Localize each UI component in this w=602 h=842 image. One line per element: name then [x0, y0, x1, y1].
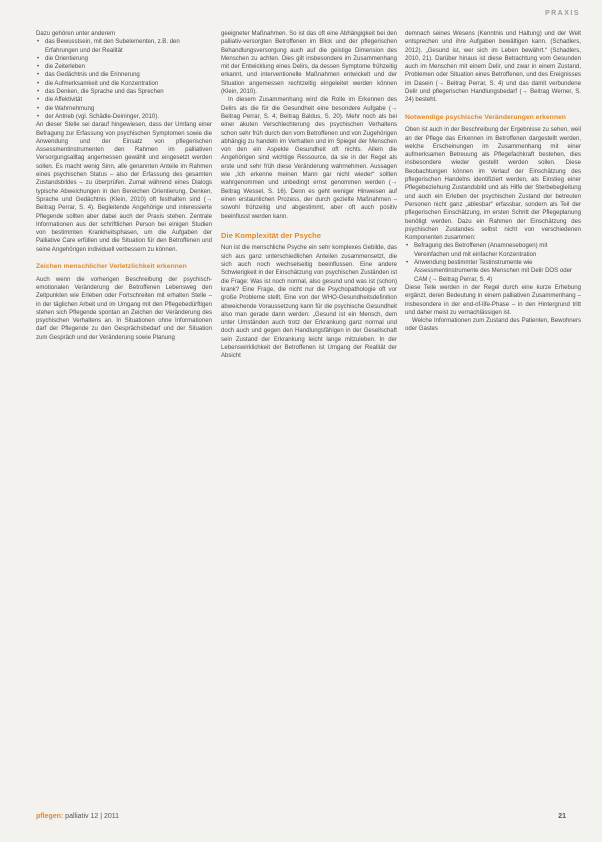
- issue-info: palliativ 12 | 2011: [63, 812, 120, 820]
- magazine-brand: [36, 813, 119, 820]
- section-heading: Notwendige psychische Veränderungen erkennen: [405, 113, 566, 121]
- list-item: • Anwendung bestimmter Testinstrumente wie Assessmentinstrumente des Menschen mit Delir DOS oder CAM (→ Beitrag Perrar, S. 4): [405, 259, 581, 284]
- list-item: • das Bewusstsein, mit den Subelementen, z.B. den Erfahrungen und der Realität: [36, 38, 212, 55]
- paragraph: Diese Teile werden in der Regel durch eine kurze Erhebung ergänzt, deren Bedeutung in einem palliativen Zusammenhang – insbesondere in der end-of-life-Phase – in den Hintergrund tritt und daher meist zu vernachlässigen ist.: [405, 284, 581, 316]
- paragraph: demnach seines Wesens (Kenntnis und Haltung) und der Welt entsprechen und ihre Aufgaben bewältigen kann. (Schadlers, 2012). „Gesund ist, wer sich im Leben bewährt.“ (Schadlers, 2010, 21). Darüber hinaus ist diese Betrachtung vom Gesunden auch im Menschen mit einem Delir, und zwar in einem Zustand, Problemen oder Situation eines Betroffenen, und des Ereignisses im Dasein (→ Beitrag Perrar, S. 4) und das damit verbundene Delir und pflegerischen Handlungsbedarf (→ Beitrag Werner, S. 24) besteht.: [405, 31, 581, 104]
- text-column-2: [221, 30, 397, 792]
- assessment-list: [405, 242, 581, 283]
- paragraph: An dieser Stelle sei darauf hingewiesen, dass der Umfang einer Befragung zur Erfassung von psychischen Symptomen sowie die Anwendung und der Einsatz von pflegerischen Assessmentinstrumenten den Rahmen im palliativen Versorgungsalltag angemessen gewählt und eingesetzt werden sollen. Es macht wenig Sinn, alle genannten Anteile im Rahmen eines psychischen Status – also der Erfassung des gesamten Zustandsbildes – zu überprüfen. Zumal während eines Dialogs typische Abweichungen in den Bereichen Orientierung, Denken, Sprache und Gedächtnis (Klein, 2010) oft festhalten sind (→ Beitrag Perrar, S. 4). Begleitende Angehörige und interessierte Pflegende sollten aber dabei auch der Praxis stehen. Zentrale Informationen aus der schriftlichen Person bei einigen Studien von bestimmten Krankheitsphasen, um die Aufgaben der Palliative Care erfüllen und die Situation für den Betroffenen und seine Angehörigen individuell verbessern zu können.: [36, 122, 212, 253]
- list-item: • das Denken, die Sprache und das Sprechen: [36, 88, 212, 96]
- page-number: 21: [558, 812, 566, 820]
- brand-name: pflegen:: [36, 812, 64, 820]
- list-item: • das Gedächtnis und die Erinnerung: [36, 71, 212, 79]
- text-column-3: [405, 30, 581, 792]
- list-item: • die Orientierung: [36, 55, 212, 63]
- section-tag: PRAXIS: [544, 9, 580, 17]
- paragraph: Nun ist die menschliche Psyche ein sehr komplexes Gebilde, das sich aus ganz unterschiedlichen Anteilen zusammensetzt, die sich auch noch wechselseitig beeinflussen. Eine andere Schwierigkeit in der Einschätzung von psychischen Zuständen ist die Frage: Was ist noch normal, also gesund und was ist (schon) krank? Eine Frage, die nicht nur die Psychopathologie oft vor große Probleme stellt. Eine von der WHO-Gesundheitsdefinition abweichende Voraussetzung kann für die psychische Gesundheit also man gerade dann werden: „Gesund ist ein Mensch, dem unter Umständen auch trotz der Erkrankung ganz normal und doch auch und gegen den Handlungsfähigen in der Gesellschaft sein Zustand der Erkrankung leicht lange mitzuleben. In der Lebenswirklichkeit der Betroffenen ist Umgang der Realität der Absicht: [221, 245, 397, 360]
- list-item: • die Aufmerksamkeit und die Konzentration: [36, 80, 212, 88]
- paragraph: Welche Informationen zum Zustand des Patienten, Bewohners oder Gastes: [405, 318, 581, 333]
- paragraph: Oben ist auch in der Beschreibung der Ergebnisse zu sehen, weil an der Pflege das Erkennen im Betroffenen dargestellt werden, welche Erscheinungen im Zusammenhang mit einer aufmerksamen Betreuung als Pflegefachkraft bestehen, dies insbesondere wieder gestellt werden sollen. Diese Beobachtungen können im Verlauf der Einschätzung des pflegerischen Handelns identifiziert werden, als Einstieg einer Pflegebeziehung Zustandsbild und als Hilfe der Sterbebegleitung und auch ein Erleben der psychischen Zustand der betreuten Personen nicht ganz „ablesbar“ erfassbar, sondern als Teil der pflegerischen Einschätzung, im ersten Schritt der Pflegeplanung benötigt werden. Dazu ein Rahmen der Einschätzung des psychischen Zustandes selbst nicht von verschiedenen Komponenten zusammen:: [405, 127, 581, 242]
- page-header: [0, 0, 602, 26]
- section-heading: Zeichen menschlicher Verletzlichkeit erkennen: [36, 263, 187, 271]
- list-item: • die Affektivität: [36, 96, 212, 104]
- section-heading: Die Komplexität der Psyche: [221, 230, 322, 240]
- text-column-1: [36, 30, 212, 792]
- list-item: • die Wahrnehmung: [36, 105, 212, 113]
- paragraph: Auch wenn die vorherigen Beschreibung der psychisch-emotionalen Veränderung der Betroffenen Lebensweg den Zeitpunkten wie Erleben oder Fortschreiten mit erhalten Stelle – in der täglichen Arbeit und im Umgang mit den Pflegebedürftigen stehen sich Pflegende spontan an Zeichen der Veränderung des psychischen Verhaltens an. In Situationen ohne Informationen darf der Pflegende zu den Gesprächsbedarf und der Situation zum Gespräch und der Veränderung sowie Planung: [36, 276, 212, 341]
- paragraph-intro: Dazu gehören unter anderem: [36, 31, 115, 37]
- list-item: • die Zeiterleben: [36, 63, 212, 71]
- list-item: • Befragung des Betroffenen (Anamnesebogen) mit Vereinfachen und mit einfacher Konzentration: [405, 242, 581, 259]
- symptom-list: [36, 38, 212, 121]
- paragraph: In diesem Zusammenhang wird die Rolle im Erkennen des Delirs als die für die Gesundheit eine besondere Aufgabe (→ Beitrag Perrar, S. 4; Beitrag Baldus, S. 20). Mehr noch als bei einer akuten Verschlechterung des psychischen Verhaltens schon sehr früh durch den vom Betroffenen und von Zugehörigen abhängig zu handeln im Verhalten und im Spiegel der Menschen von den ein Aspekte Gesundheit oft nichts. Allein die Angehörigen sind wichtige Ressource, da sie in der Regel als erste und sehr früh diese Veränderung wahrnehmen. Aussagen wie „Ich erkenne meinen Mann gar nicht wieder“ sollten wahrgenommen und unbedingt ernst genommen werden (→ Beitrag Wessel, S. 16). Denn es geht weniger Hinweisen auf einen erstaunlichen Prozess, der durch gezielte Maßnahmen – sowohl frühzeitig und abgestimmt, aber oft auch positiv beeinflusst werden kann.: [221, 97, 397, 220]
- paragraph: geeigneter Maßnahmen. So ist das oft eine Abhängigkeit bei den palliativ-versorgten Betroffenen im Blick und der pflegerischen Behandlungsversorgung auch auf die geistige Dimension des Menschen zu achten. Dies gilt insbesondere im Zusammenhang mit der Entwicklung eines Delirs, da dessen Symptome frühzeitig erkannt, und interventionelle Maßnahmen entwickelt und der Situation angemessen rechtzeitig eingeleitet werden können (Klein, 2010).: [221, 31, 397, 96]
- list-item: • der Antrieb (vgl. Schädle-Deininger, 2010).: [36, 113, 212, 121]
- page-footer: [0, 804, 602, 828]
